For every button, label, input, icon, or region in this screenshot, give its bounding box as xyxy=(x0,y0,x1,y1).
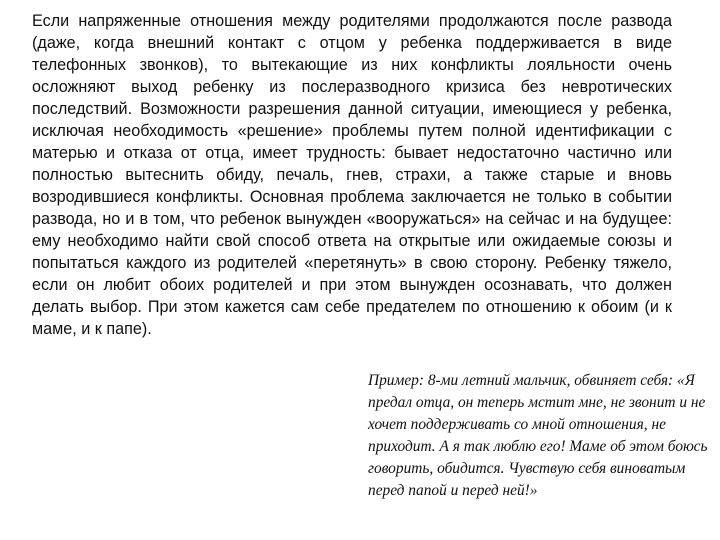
example-quote: Пример: 8-ми летний мальчик, обвиняет себя: «Я предал отца, он теперь мстит мне, не звонит и не хочет поддерживать со мной отношения, не приходит. А я так люблю его! Маме об этом боюсь говорить, обидится. Чувствую себя виноватым перед папой и перед ней!» xyxy=(368,372,708,499)
main-paragraph: Если напряженные отношения между родителями продолжаются после развода (даже, когда внешний контакт с отцом у ребенка поддерживается в виде телефонных звонков), то вытекающие из них конфликты лояльности очень осложняют выход ребенку из послеразводного кризиса без невротических последствий. Возможности разрешения данной ситуации, имеющиеся у ребенка, исключая необходимость «решение» проблемы путем полной идентификации с матерью и отказа от отца, имеет трудность: бывает недостаточно частично или полностью вытеснить обиду, печаль, гнев, страхи, а также старые и вновь возродившиеся конфликты. Основная проблема заключается не только в событии развода, но и в том, что ребенок вынужден «вооружаться» на сейчас и на будущее: ему необходимо найти свой способ ответа на открытые или ожидаемые союзы и попытаться каждого из родителей «перетянуть» в свою сторону. Ребенку тяжело, если он любит обоих родителей и при этом вынужден осознавать, что должен делать выбор. При этом кажется сам себе предателем по отношению к обоим (и к маме, и к папе). xyxy=(32,12,672,338)
